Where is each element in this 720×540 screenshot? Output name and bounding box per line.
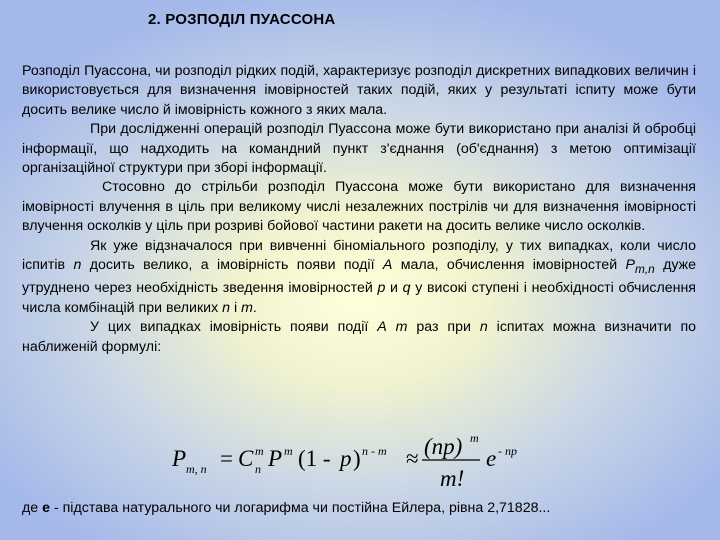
paragraph-operations: При дослідженні операцій розподіл Пуассона може бути використано при аналізі й обробці інформації, що надходить на командний пункт з'єднання (об'єднання) з метою оптимізації організаційної структури при зборі інформації.: [22, 121, 696, 177]
formula-p-sub: m, n: [186, 462, 207, 476]
body-text: [22, 62, 696, 357]
formula-close: ): [353, 446, 361, 471]
paragraph-binomial: Як уже відзначалося при вивченні біноміального розподілу, у тих випадках, коли число іспитів n досить велико, а імовірність появи події A мала, обчислення імовірностей $P_{m,n}$ дуже утруднено через необхідність зведення імовірностей p и q у високі ступені і необхідності обчислення числа комбінацій при великих n і m.: [22, 237, 697, 316]
paragraph-firing: Стосовно до стрільби розподіл Пуассона може бути використано для визначення імовірності влучення в ціль при великому числі незалежних пострілів чи для визначення імовірності влучення осколків у ціль при розриві бойової частини ракети на досить велике число осколків.: [22, 179, 696, 235]
formula-p2-sup: m: [284, 444, 293, 458]
formula-denominator: m!: [440, 466, 465, 491]
formula-equals: =: [220, 446, 233, 471]
formula-p: P: [172, 446, 187, 471]
poisson-formula: [172, 424, 572, 496]
formula-p2: P: [268, 446, 283, 471]
formula-e: e: [486, 446, 497, 471]
formula-c-sub: n: [255, 462, 261, 476]
formula-approx: ≈: [406, 446, 419, 471]
paragraph-approximation: У цих випадках імовірність появи події A m раз при n іспитах можна визначити по наближеній формулі:: [22, 319, 697, 355]
formula-c: C: [238, 446, 254, 471]
formula-numerator-sup: m: [470, 431, 479, 445]
formula-pow-sup: n - m: [362, 444, 387, 458]
paragraph-definition: Розподіл Пуассона, чи розподіл рідких подій, характеризує розподіл дискретних випадкових величин і використовується для визначення імовірностей таких подій, яких у результаті іспиту може бути досить велике число й імовірність кожного з яких мала.: [22, 63, 696, 118]
footer-note: де e - підстава натурального чи логарифма чи постійна Ейлера, рівна 2,71828...: [22, 500, 551, 516]
page-title: 2. РОЗПОДІЛ ПУАССОНА: [148, 11, 336, 28]
formula-c-sup: m: [255, 444, 264, 458]
formula-p3: p: [340, 446, 352, 471]
formula-numerator: (np): [424, 434, 463, 459]
formula-e-sup: - np: [498, 444, 517, 458]
formula-paren: (1 -: [298, 446, 331, 471]
